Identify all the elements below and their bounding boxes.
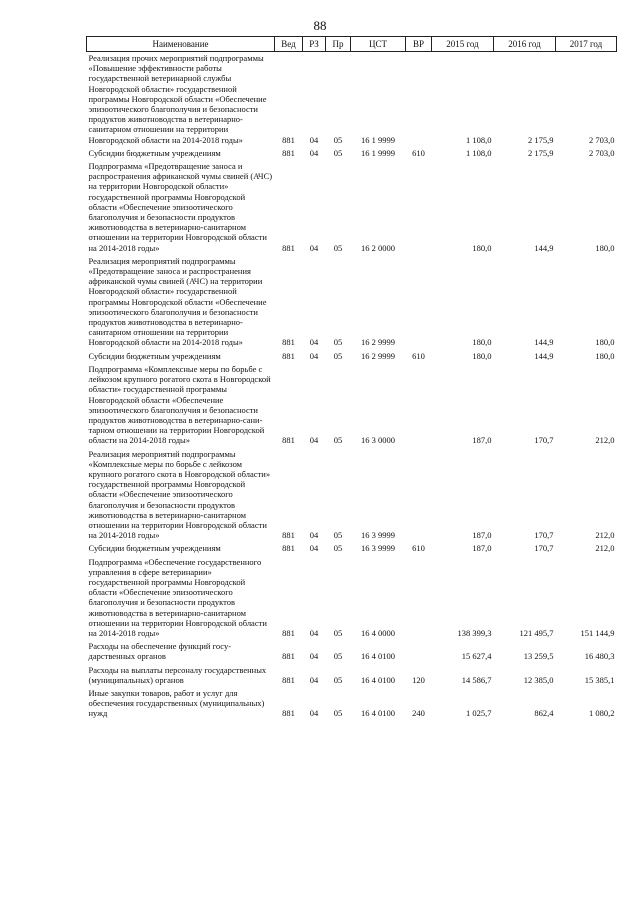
column-header-ved: Вед (275, 37, 303, 52)
row-value-2017: 15 385,1 (584, 674, 615, 685)
row-value-2017: 180,0 (595, 337, 615, 348)
row-value-2016: 121 495,7 (519, 627, 554, 638)
row-name: Реализация мероприятий подпрограммы «Комплексные меры по борьбе с лейкозом крупного рогатого скота в Новгородской области» государственной программы Новгородской области «Обеспечение эпизоотического благополучия и безопасности продуктов животноводства в ветеринарно-санитарном отношении на территории Новгородской области на 2014-2018 годы» (88, 448, 271, 541)
row-rz: 04 (309, 350, 319, 361)
row-rz: 04 (309, 530, 319, 541)
table-row (87, 255, 617, 350)
row-pr: 05 (333, 134, 343, 145)
row-ved: 881 (282, 147, 295, 158)
row-ved: 881 (282, 350, 295, 361)
row-pr: 05 (333, 708, 343, 719)
row-value-2015: 138 399,3 (457, 627, 492, 638)
row-pr: 05 (333, 435, 343, 446)
row-name: Иные закупки товаров, работ и услуг для обеспечения государственных (муниципальных) нужд (88, 687, 265, 719)
row-value-2017: 212,0 (595, 543, 615, 554)
column-header-2016: 2016 год (494, 37, 556, 52)
row-vr (406, 255, 432, 350)
table-row (87, 160, 617, 255)
row-cst: 16 3 0000 (361, 435, 395, 446)
row-rz: 04 (309, 242, 319, 253)
row-value-2016: 170,7 (534, 530, 554, 541)
row-rz: 04 (309, 651, 319, 662)
row-value-2016: 862,4 (534, 708, 554, 719)
row-ved: 881 (282, 651, 295, 662)
row-rz: 04 (309, 134, 319, 145)
row-value-2017: 2 703,0 (589, 147, 615, 158)
row-ved: 881 (282, 543, 295, 554)
row-name: Расходы на выплаты персоналу государственных (муниципальных) органов (88, 664, 267, 685)
row-vr (406, 160, 432, 255)
row-rz: 04 (309, 627, 319, 638)
row-rz: 04 (309, 337, 319, 348)
row-pr: 05 (333, 530, 343, 541)
row-rz: 04 (309, 147, 319, 158)
row-cst: 16 4 0000 (361, 627, 395, 638)
column-header-name: Наименование (87, 37, 275, 52)
row-vr: 120 (412, 674, 425, 685)
row-value-2016: 144,9 (534, 337, 554, 348)
row-name: Субсидии бюджетным учреждениям (88, 543, 221, 554)
row-cst: 16 3 9999 (361, 530, 395, 541)
column-header-2017: 2017 год (556, 37, 617, 52)
column-header-2015: 2015 год (432, 37, 494, 52)
row-value-2017: 16 480,3 (584, 651, 615, 662)
budget-table (86, 36, 617, 721)
column-header-pr: Пр (326, 37, 351, 52)
column-header-cst: ЦСТ (351, 37, 406, 52)
table-row (87, 640, 617, 663)
row-pr: 05 (333, 627, 343, 638)
row-vr: 610 (412, 350, 425, 361)
table-row (87, 687, 617, 721)
row-value-2017: 2 703,0 (589, 134, 615, 145)
row-pr: 05 (333, 242, 343, 253)
row-ved: 881 (282, 435, 295, 446)
row-name: Расходы на обеспечение функций государственных органов (88, 641, 232, 662)
row-value-2015: 1 108,0 (466, 147, 492, 158)
row-ved: 881 (282, 134, 295, 145)
row-pr: 05 (333, 543, 343, 554)
row-ved: 881 (282, 530, 295, 541)
row-value-2016: 170,7 (534, 543, 554, 554)
table-row (87, 664, 617, 687)
row-pr: 05 (333, 350, 343, 361)
table-row (87, 350, 617, 363)
row-pr: 05 (333, 674, 343, 685)
row-pr: 05 (333, 147, 343, 158)
row-value-2015: 180,0 (472, 242, 492, 253)
row-cst: 16 2 9999 (361, 337, 395, 348)
row-vr (406, 448, 432, 543)
table-row (87, 363, 617, 448)
row-value-2017: 212,0 (595, 435, 615, 446)
row-vr: 240 (412, 708, 425, 719)
row-vr (406, 640, 432, 663)
row-value-2017: 151 144,9 (580, 627, 615, 638)
table-row (87, 542, 617, 555)
row-value-2016: 13 259,5 (523, 651, 554, 662)
row-ved: 881 (282, 708, 295, 719)
row-value-2015: 187,0 (472, 435, 492, 446)
row-value-2016: 12 385,0 (523, 674, 554, 685)
row-rz: 04 (309, 708, 319, 719)
row-name: Подпрограмма «Комплексные меры по борьбе с лейкозом крупного рогатого скота в Новгородской области» государственной программы Новгородской области «Обеспечение эпизоотического благополучия и безопасности продуктов животноводства в ветеринарно-санитарном отношении на территории Новгородской области на 2014-2018 годы» (88, 363, 271, 446)
row-name: Подпрограмма «Предотвращение заноса и распространения африканской чумы свиней (АЧС) на территории Новгородской области» государственной программы Новгородской области «Обеспечение эпизоотического благополучия и безопасности продуктов животноводства в ветеринарно-санитарном отношении на территории Новгородской области на 2014-2018 годы» (88, 161, 273, 253)
row-vr: 610 (412, 543, 425, 554)
row-value-2016: 144,9 (534, 242, 554, 253)
row-value-2016: 144,9 (534, 350, 554, 361)
row-cst: 16 2 9999 (361, 350, 395, 361)
row-name: Реализация мероприятий подпрограммы «Предотвращение заноса и распространения африканской чумы свиней (АЧС) на территории Новгородской области» государственной программы Новгородской области «Обеспечение эпизоотического благополучия и безопасности продуктов животноводства в ветеринарно-санитарном отношении на территории Новгородской области на 2014-2018 годы» (88, 255, 267, 348)
table-row (87, 556, 617, 641)
row-value-2015: 180,0 (472, 350, 492, 361)
row-name: Субсидии бюджетным учреждениям (88, 147, 221, 158)
table-header-row (87, 37, 617, 52)
row-value-2016: 170,7 (534, 435, 554, 446)
row-rz: 04 (309, 435, 319, 446)
row-value-2016: 2 175,9 (528, 147, 554, 158)
column-header-vr: ВР (406, 37, 432, 52)
row-value-2017: 180,0 (595, 242, 615, 253)
row-value-2015: 14 586,7 (461, 674, 492, 685)
row-cst: 16 2 0000 (361, 242, 395, 253)
table-row (87, 147, 617, 160)
row-cst: 16 1 9999 (361, 134, 395, 145)
row-cst: 16 1 9999 (361, 147, 395, 158)
row-rz: 04 (309, 543, 319, 554)
row-value-2017: 180,0 (595, 350, 615, 361)
row-cst: 16 3 9999 (361, 543, 395, 554)
row-name: Субсидии бюджетным учреждениям (88, 350, 221, 361)
table-row (87, 52, 617, 147)
row-pr: 05 (333, 651, 343, 662)
row-value-2017: 1 080,2 (589, 708, 615, 719)
row-vr (406, 556, 432, 641)
row-vr (406, 363, 432, 448)
row-value-2015: 187,0 (472, 543, 492, 554)
row-value-2015: 1 025,7 (466, 708, 492, 719)
row-pr: 05 (333, 337, 343, 348)
row-ved: 881 (282, 627, 295, 638)
row-value-2016: 2 175,9 (528, 134, 554, 145)
row-vr: 610 (412, 147, 425, 158)
row-ved: 881 (282, 242, 295, 253)
table-body (87, 52, 617, 721)
row-value-2017: 212,0 (595, 530, 615, 541)
row-value-2015: 1 108,0 (466, 134, 492, 145)
row-cst: 16 4 0100 (361, 674, 395, 685)
row-rz: 04 (309, 674, 319, 685)
column-header-rz: РЗ (303, 37, 326, 52)
table-row (87, 448, 617, 543)
row-name: Подпрограмма «Обеспечение государственного управления в сфере ветеринарии» государственной программы Новгородской области «Обеспечение эпизоотического благополучия и безопасности продуктов животноводства в ветеринарно-санитарном отношении на территории Новгородской области на 2014-2018 годы» (88, 556, 267, 638)
page-number: 88 (313, 18, 327, 33)
row-vr (406, 52, 432, 147)
row-cst: 16 4 0100 (361, 708, 395, 719)
row-ved: 881 (282, 337, 295, 348)
row-value-2015: 15 627,4 (461, 651, 492, 662)
row-value-2015: 187,0 (472, 530, 492, 541)
row-value-2015: 180,0 (472, 337, 492, 348)
row-name: Реализация прочих мероприятий подпрограммы «Повышение эффективности работы государственной ветеринарной службы Новгородской области» государственной программы Новгородской области «Обеспечение эпизоотического благополучия и безопасности продуктов животноводства в ветеринарно-санитарном отношении на территории Новгородской области на 2014-2018 годы» (88, 53, 267, 145)
row-ved: 881 (282, 674, 295, 685)
row-cst: 16 4 0100 (361, 651, 395, 662)
